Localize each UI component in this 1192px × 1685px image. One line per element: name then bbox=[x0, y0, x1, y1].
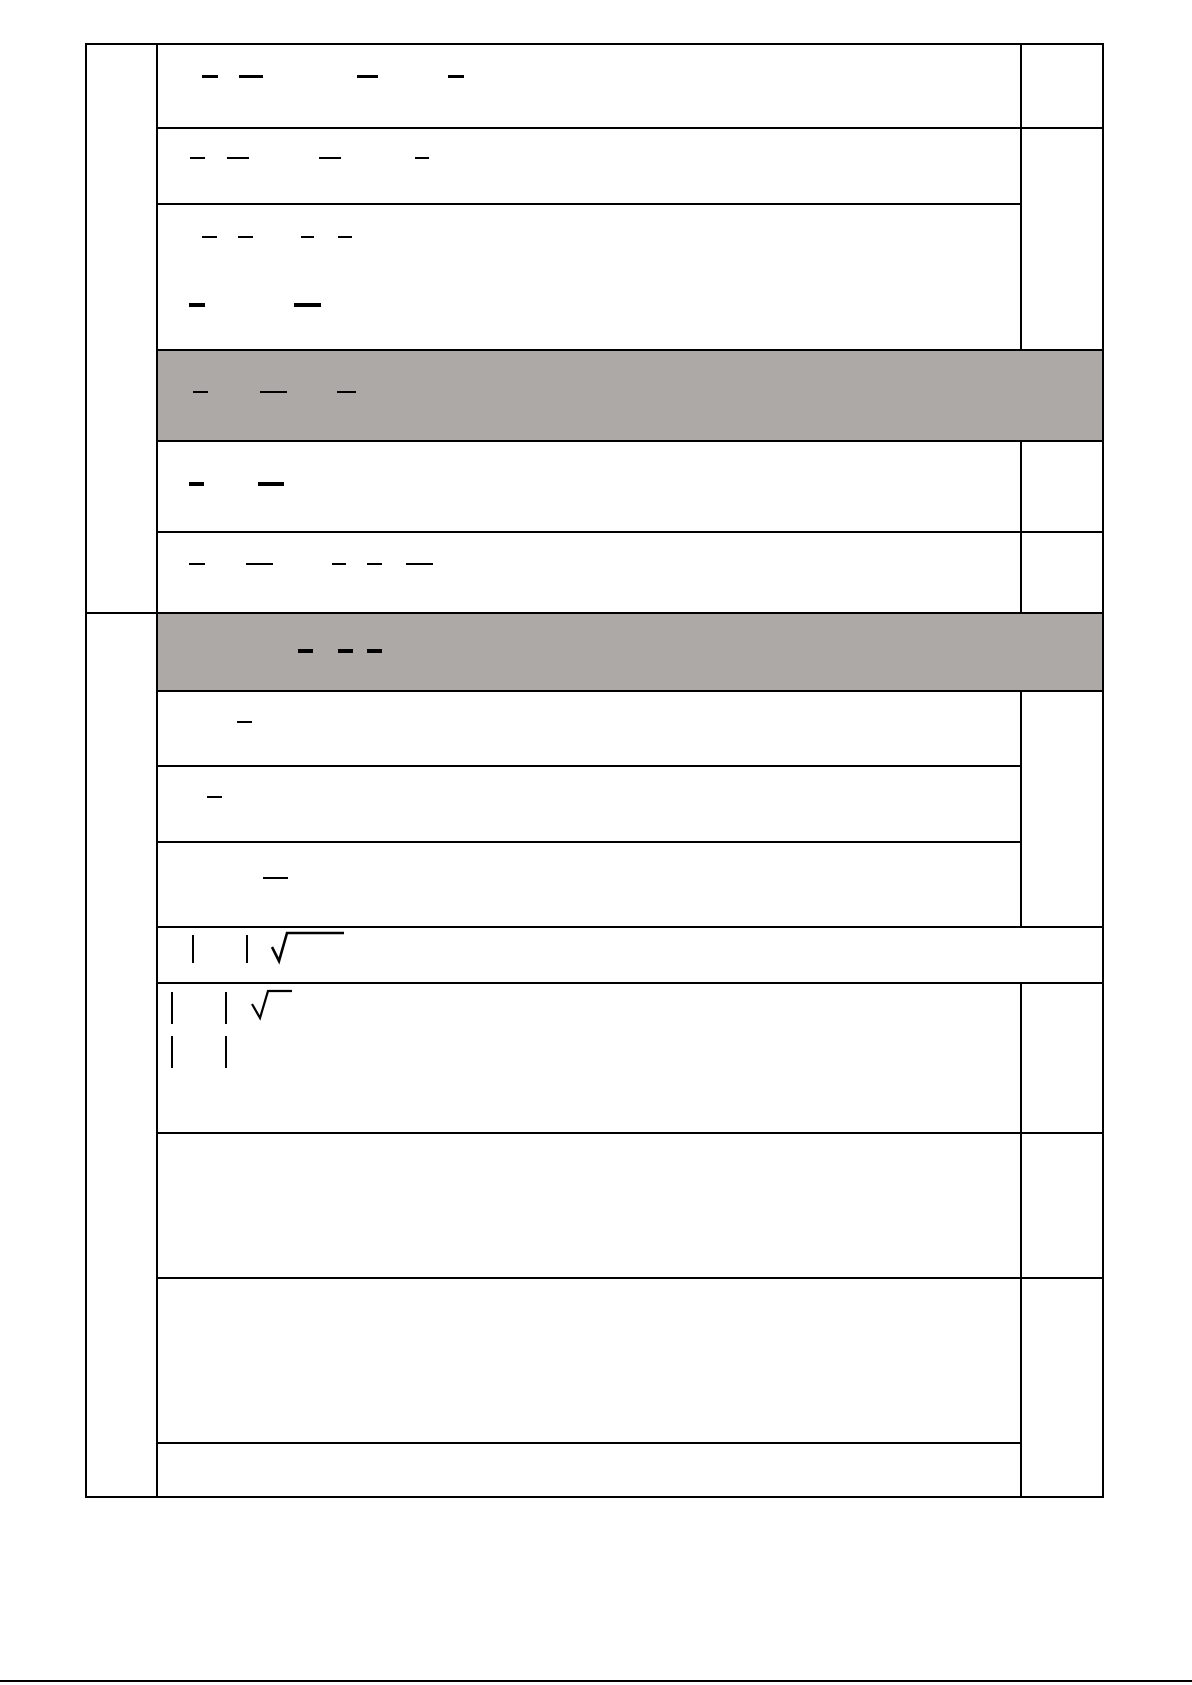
table-column-border bbox=[1020, 983, 1022, 1497]
fraction-bar-mark bbox=[332, 563, 346, 565]
table-row-border bbox=[157, 982, 1103, 984]
table-row-border bbox=[86, 612, 1103, 614]
table-row-border bbox=[157, 841, 1021, 843]
fraction-bar-mark bbox=[190, 157, 205, 159]
table-row-border bbox=[157, 349, 1103, 351]
fraction-bar-mark bbox=[227, 157, 249, 159]
fraction-bar-mark bbox=[202, 75, 218, 78]
table-row-border bbox=[157, 440, 1103, 442]
table-border-bottom bbox=[85, 1496, 1105, 1499]
abs-bar-mark bbox=[246, 935, 248, 963]
fraction-bar-mark bbox=[301, 236, 314, 238]
sqrt-radical-icon bbox=[252, 991, 292, 1018]
table-border-left bbox=[85, 43, 88, 1499]
table-row-border bbox=[157, 765, 1021, 767]
fraction-bar-mark bbox=[294, 303, 321, 307]
fraction-bar-mark bbox=[415, 157, 429, 159]
abs-bar-mark bbox=[192, 935, 194, 963]
abs-bar-mark bbox=[171, 992, 173, 1024]
fraction-bar-mark bbox=[260, 391, 287, 393]
fraction-bar-mark bbox=[367, 563, 382, 565]
sqrt-radical-icon bbox=[272, 933, 344, 961]
fraction-bar-mark bbox=[193, 391, 208, 393]
table-row-border bbox=[157, 531, 1103, 533]
highlight-row bbox=[157, 351, 1103, 440]
fraction-bar-mark bbox=[189, 482, 204, 486]
table-row-border bbox=[157, 1277, 1103, 1279]
table-border-right bbox=[1102, 43, 1105, 1499]
fraction-bar-mark bbox=[258, 482, 284, 486]
fraction-bar-mark bbox=[357, 75, 378, 78]
table-column-border bbox=[1020, 44, 1022, 350]
table-row-border bbox=[157, 127, 1103, 129]
fraction-bar-mark bbox=[263, 877, 288, 879]
table-column-border bbox=[1020, 441, 1022, 613]
table-row-border bbox=[157, 690, 1103, 692]
fraction-bar-mark bbox=[337, 391, 356, 393]
abs-bar-mark bbox=[171, 1036, 173, 1068]
fraction-bar-mark bbox=[207, 796, 222, 798]
fraction-bar-mark bbox=[189, 303, 205, 307]
page-bottom-rule bbox=[0, 1680, 1192, 1682]
table-column-border bbox=[1020, 691, 1022, 927]
fraction-bar-mark bbox=[338, 236, 352, 238]
table-row-border bbox=[157, 1132, 1103, 1134]
fraction-bar-mark bbox=[406, 563, 433, 565]
fraction-bar-mark bbox=[246, 563, 273, 565]
table-row-border bbox=[157, 926, 1103, 928]
fraction-bar-mark bbox=[237, 721, 252, 723]
fraction-bar-mark bbox=[367, 649, 382, 653]
table-column-border bbox=[156, 44, 158, 1497]
fraction-bar-mark bbox=[298, 649, 313, 653]
fraction-bar-mark bbox=[448, 75, 464, 78]
table-border-top bbox=[85, 43, 1105, 46]
table-row-border bbox=[157, 203, 1021, 205]
fraction-bar-mark bbox=[202, 236, 217, 238]
fraction-bar-mark bbox=[238, 236, 253, 238]
fraction-bar-mark bbox=[338, 649, 353, 653]
table-row-border bbox=[157, 1442, 1021, 1444]
fraction-bar-mark bbox=[239, 75, 263, 78]
abs-bar-mark bbox=[225, 992, 227, 1024]
fraction-bar-mark bbox=[319, 157, 341, 159]
fraction-bar-mark bbox=[189, 563, 205, 565]
abs-bar-mark bbox=[225, 1036, 227, 1068]
